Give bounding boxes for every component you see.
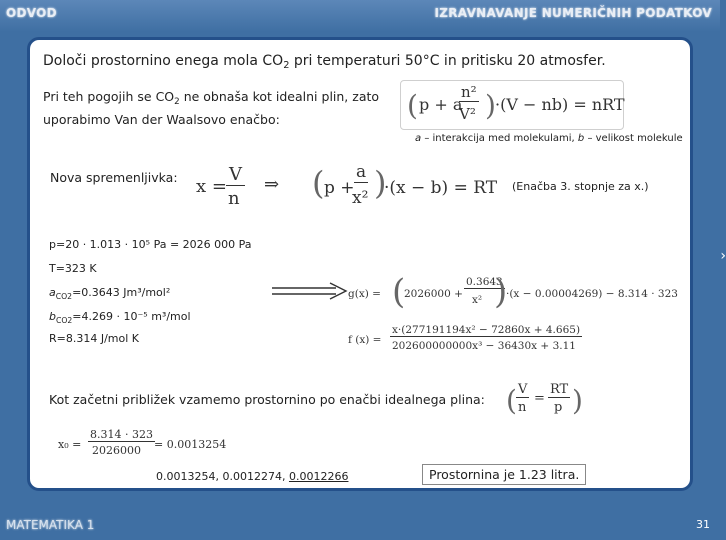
side-arrow-icon: › bbox=[720, 248, 726, 264]
iteration-values-list: 0.0013254, 0.0012274, bbox=[156, 470, 289, 483]
param-T: T=323 K bbox=[49, 262, 97, 275]
implies-arrow: ⇒ bbox=[264, 174, 280, 195]
x0-rhs: = 0.0013254 bbox=[154, 438, 227, 451]
g-numerator: 0.3643 bbox=[466, 276, 503, 288]
param-b-subscript: CO2 bbox=[55, 316, 73, 325]
g-denominator: x² bbox=[472, 294, 483, 306]
slide-content-card bbox=[27, 37, 693, 491]
x-def-numerator: V bbox=[226, 164, 245, 186]
ideal-V: V bbox=[518, 382, 528, 397]
title-text-pre: Določi prostornino enega mola CO bbox=[43, 53, 284, 69]
title-subscript: 2 bbox=[283, 60, 290, 71]
ideal-equals: = bbox=[534, 391, 545, 406]
vdw-n-squared: n² bbox=[461, 83, 477, 101]
legend-a-symbol: a bbox=[415, 133, 422, 144]
problem-statement bbox=[43, 53, 606, 71]
param-R: R=8.314 J/mol K bbox=[49, 332, 140, 345]
legend-b-symbol: b bbox=[577, 133, 585, 144]
iteration-final-value: 0.0012266 bbox=[288, 470, 349, 483]
intro-line1-post: ne obnaša kot idealni plin, zato bbox=[179, 89, 380, 104]
g-function: g(x) = ( 2026000 + 0.3643 x² ) ·(x − 0.00004269) − 8.314 · 323 bbox=[348, 272, 678, 312]
param-b-symbol: b bbox=[49, 310, 56, 323]
cubic-equation: ( p + a x² ) ·(x − b) = RT bbox=[312, 162, 498, 208]
title-text-post: pri temperaturi 50°C in pritisku 20 atmosfer. bbox=[289, 53, 606, 69]
constants-legend bbox=[415, 133, 683, 144]
iteration-values bbox=[156, 470, 348, 483]
x0-denominator: 2026000 bbox=[92, 444, 141, 457]
cubic-rest: ·(x − b) = RT bbox=[384, 178, 498, 198]
f-numerator: x·(277191194x² − 72860x + 4.665) bbox=[392, 324, 581, 336]
new-variable-label: Nova spremenljivka: bbox=[50, 170, 178, 185]
course-name: MATEMATIKA 1 bbox=[6, 518, 95, 532]
x-def-lhs: x = bbox=[196, 176, 227, 197]
legend-a-text: – interakcija med molekulami, bbox=[421, 133, 578, 144]
ideal-n: n bbox=[518, 400, 527, 415]
f-lhs: f (x) = bbox=[348, 334, 382, 346]
page-number: 31 bbox=[696, 518, 710, 531]
x0-computation bbox=[58, 428, 258, 462]
x-definition bbox=[196, 164, 256, 208]
double-arrow-icon bbox=[270, 282, 350, 304]
x-def-denominator: n bbox=[228, 188, 240, 209]
header-topic-label: IZRAVNAVANJE NUMERIČNIH PODATKOV bbox=[434, 6, 712, 20]
param-b bbox=[49, 310, 191, 325]
vdw-p-plus-a: p + a bbox=[419, 95, 463, 114]
f-function bbox=[348, 322, 608, 362]
intro-line2: uporabimo Van der Waalsovo enačbo: bbox=[43, 112, 280, 127]
intro-subscript: 2 bbox=[174, 97, 180, 107]
ideal-p: p bbox=[554, 400, 563, 415]
f-denominator: 202600000000x³ − 36430x + 3.11 bbox=[392, 340, 576, 352]
cubic-p-plus: p + bbox=[324, 178, 355, 198]
cubic-a: a bbox=[356, 162, 367, 182]
legend-b-text: – velikost molekule bbox=[584, 133, 683, 144]
ideal-gas-equation: ( V n = RT p ) bbox=[506, 382, 583, 417]
g-rest: ·(x − 0.00004269) − 8.314 · 323 bbox=[506, 288, 678, 300]
vdw-equation: ( p + a n² V² ) ·(V − nb) = nRT bbox=[400, 80, 624, 130]
param-a-subscript: CO2 bbox=[55, 292, 73, 301]
cubic-x-squared: x² bbox=[352, 188, 369, 208]
ideal-RT: RT bbox=[550, 382, 569, 397]
param-a-symbol: a bbox=[49, 286, 56, 299]
x0-numerator: 8.314 · 323 bbox=[90, 428, 153, 441]
param-a-value: =0.3643 Jm³/mol² bbox=[72, 286, 171, 299]
intro-line1-pre: Pri teh pogojih se CO bbox=[43, 89, 175, 104]
header-section-label: ODVOD bbox=[6, 6, 57, 20]
param-p: p=20 · 1.013 · 10⁵ Pa = 2026 000 Pa bbox=[49, 238, 252, 251]
cubic-note: (Enačba 3. stopnje za x.) bbox=[512, 180, 649, 193]
vdw-V-squared: V² bbox=[459, 105, 476, 123]
initial-guess-text: Kot začetni približek vzamemo prostornino po enačbi idealnega plina: bbox=[49, 392, 485, 407]
g-const: 2026000 + bbox=[404, 288, 463, 300]
x0-lhs: x₀ = bbox=[58, 438, 82, 451]
answer-box: Prostornina je 1.23 litra. bbox=[422, 464, 586, 485]
param-a bbox=[49, 286, 170, 301]
param-b-value: =4.269 · 10⁻⁵ m³/mol bbox=[72, 310, 191, 323]
g-lhs: g(x) = bbox=[348, 288, 381, 300]
intro-paragraph bbox=[43, 88, 379, 129]
vdw-rhs: ·(V − nb) = nRT bbox=[495, 95, 625, 114]
